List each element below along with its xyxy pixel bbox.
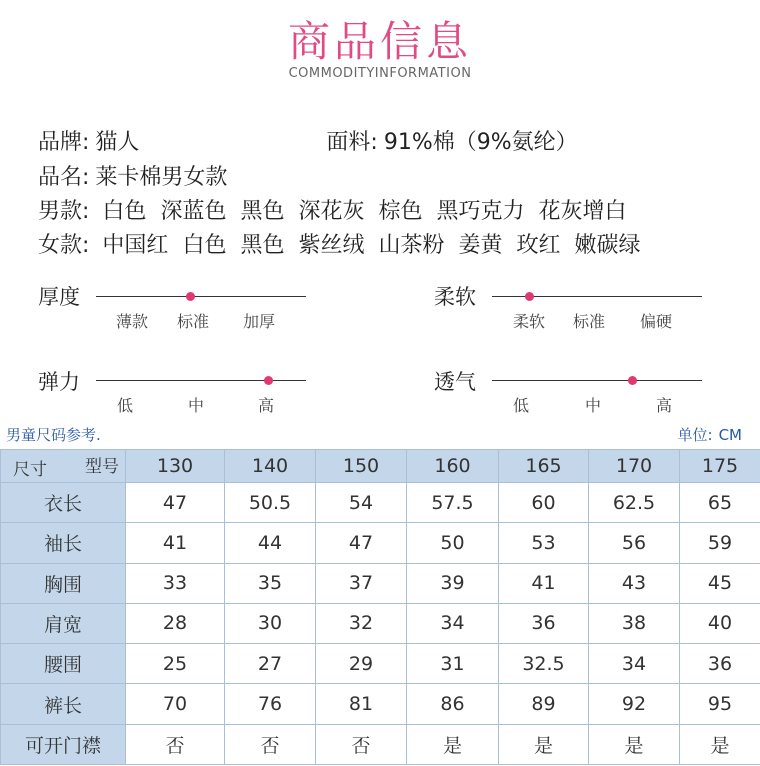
attribute-tick-label: 标准 [573,312,606,331]
female-color: 紫丝绒 [298,233,365,258]
male-color: 棕色 [378,199,423,224]
attribute-scale-line [492,380,702,381]
table-cell: 否 [225,724,316,764]
attribute-scale-line [96,296,306,297]
table-row [1,523,760,563]
attribute-tick-label: 薄款 [116,312,149,331]
table-cell: 36 [499,603,589,643]
table-cell: 是 [407,724,499,764]
male-label: 男款: [38,199,90,224]
table-cell: 47 [126,483,225,523]
brand-label: 品牌: [38,130,90,155]
table-row [1,724,760,764]
table-cell: 50 [407,523,499,563]
brand-value: 猫人 [95,130,140,155]
row-label: 肩宽 [1,603,126,643]
table-cell: 95 [680,684,760,724]
table-cell: 54 [316,483,407,523]
row-label: 裤长 [1,684,126,724]
page-title: 商品信息 [287,17,472,66]
table-cell: 70 [126,684,225,724]
attribute-tick-label: 低 [117,396,134,415]
size-column-header: 165 [499,450,589,483]
table-cell: 是 [589,724,680,764]
row-label: 腰围 [1,644,126,684]
table-cell: 28 [126,603,225,643]
table-cell: 89 [499,684,589,724]
table-cell: 40 [680,603,760,643]
female-color: 姜黄 [458,233,503,258]
attribute-label: 厚度 [38,285,80,309]
product-name-row [38,163,241,193]
attribute-label: 弹力 [38,370,80,394]
male-color: 深花灰 [298,199,365,224]
table-cell: 47 [316,523,407,563]
female-color: 黑色 [240,233,285,258]
table-cell: 41 [126,523,225,563]
attribute-tick-label: 低 [513,396,530,415]
attribute-level-dot [628,376,637,385]
size-column-header: 160 [407,450,499,483]
table-cell: 32 [316,603,407,643]
table-cell: 33 [126,563,225,603]
table-cell: 62.5 [589,483,680,523]
size-column-header: 130 [126,450,225,483]
female-color: 白色 [182,233,227,258]
unit-caption [678,424,742,445]
size-table [0,449,760,765]
table-cell: 38 [589,603,680,643]
table-cell: 34 [407,603,499,643]
attribute-label: 柔软 [434,285,476,309]
table-cell: 是 [499,724,589,764]
name-value: 莱卡棉男女款 [95,165,228,190]
name-label: 品名: [38,165,90,190]
attribute-tick-label: 高 [258,396,275,415]
table-cell: 25 [126,644,225,684]
table-cell: 32.5 [499,644,589,684]
size-header-row [1,450,760,483]
page-subtitle: COMMODITYINFORMATION [288,66,472,81]
attribute-scale-line [492,296,702,297]
male-color: 黑巧克力 [436,199,525,224]
table-cell: 43 [589,563,680,603]
table-cell: 59 [680,523,760,563]
table-cell: 否 [316,724,407,764]
female-label: 女款: [38,233,90,258]
table-cell: 65 [680,483,760,523]
table-cell: 39 [407,563,499,603]
table-cell: 45 [680,563,760,603]
male-color: 花灰增白 [538,199,627,224]
row-label: 胸围 [1,563,126,603]
table-cell: 92 [589,684,680,724]
corner-size-label: 尺寸 [13,460,47,480]
table-cell: 50.5 [225,483,316,523]
row-label: 衣长 [1,483,126,523]
row-label: 可开门襟 [1,724,126,764]
table-cell: 30 [225,603,316,643]
female-color: 嫩碳绿 [574,233,641,258]
attribute-tick-label: 标准 [177,312,210,331]
attribute-level-dot [264,376,273,385]
size-column-header: 175 [680,450,760,483]
attribute-tick-label: 中 [188,396,205,415]
table-cell: 81 [316,684,407,724]
attribute-tick-label: 加厚 [243,312,276,331]
table-row [1,603,760,643]
table-cell: 否 [126,724,225,764]
table-row [1,684,760,724]
male-color: 白色 [102,199,147,224]
table-cell: 27 [225,644,316,684]
unit-label: 单位: [677,426,713,444]
table-cell: 35 [225,563,316,603]
size-caption: 男童尺码参考. [6,426,101,444]
corner-cell [1,450,126,483]
table-cell: 是 [680,724,760,764]
attribute-tick-label: 柔软 [513,312,546,331]
female-color: 山茶粉 [378,233,445,258]
table-cell: 44 [225,523,316,563]
male-colors-row [38,197,641,227]
table-cell: 31 [407,644,499,684]
fabric-value: 91%棉（9%氨纶） [383,130,578,155]
unit-value: CM [718,426,742,444]
table-row [1,483,760,523]
table-row [1,644,760,684]
table-cell: 57.5 [407,483,499,523]
table-cell: 29 [316,644,407,684]
attribute-level-dot [186,292,195,301]
attribute-tick-label: 偏硬 [640,312,673,331]
table-row [1,563,760,603]
table-cell: 60 [499,483,589,523]
brand-fabric-row [38,128,592,158]
attribute-label: 透气 [434,370,476,394]
female-colors-row [38,231,655,261]
table-cell: 34 [589,644,680,684]
corner-model-label: 型号 [85,457,119,477]
table-cell: 41 [499,563,589,603]
female-color: 中国红 [102,233,169,258]
table-cell: 76 [225,684,316,724]
size-column-header: 150 [316,450,407,483]
table-cell: 56 [589,523,680,563]
attribute-level-dot [525,292,534,301]
size-column-header: 170 [589,450,680,483]
attribute-tick-label: 中 [585,396,602,415]
fabric-label: 面料: [326,130,378,155]
table-cell: 86 [407,684,499,724]
male-color: 黑色 [240,199,285,224]
male-color: 深蓝色 [160,199,227,224]
table-cell: 36 [680,644,760,684]
table-cell: 53 [499,523,589,563]
row-label: 袖长 [1,523,126,563]
table-cell: 37 [316,563,407,603]
size-column-header: 140 [225,450,316,483]
attribute-scale-line [96,380,306,381]
attribute-tick-label: 高 [656,396,673,415]
female-color: 玫红 [516,233,561,258]
